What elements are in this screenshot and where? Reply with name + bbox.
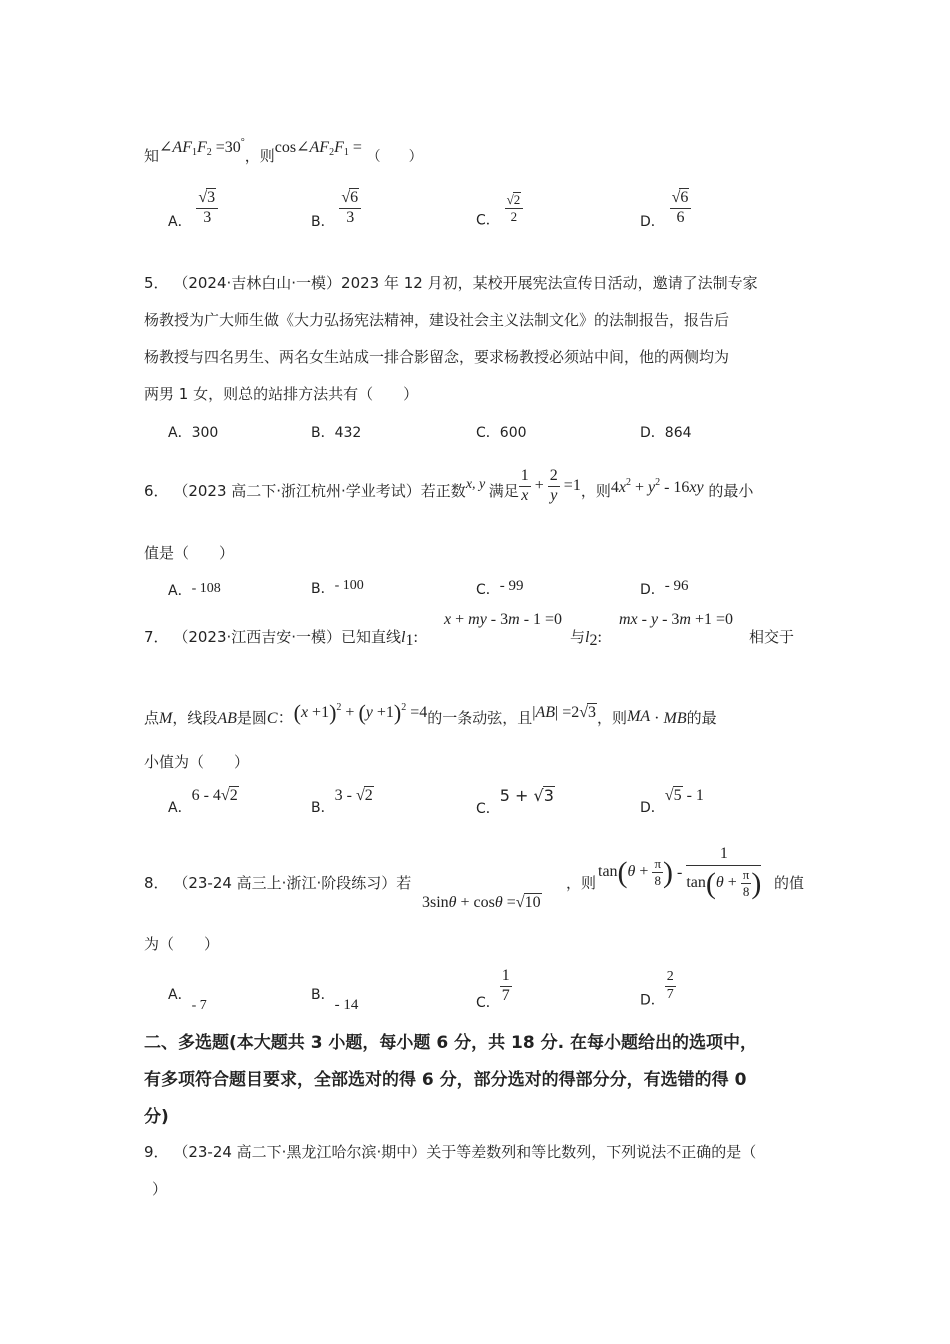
q6-option-c: C．- 99: [476, 578, 524, 598]
q5-stem: 5． （2024·吉林白山·一模）2023 年 12 月初，某校开展宪法宣传日活动，邀请了法制专家 杨教授为广大师生做《大力弘扬宪法精神，建设社会主义法制文化》的法制报告，报告后 杨教授与四名男生、两名女生站成一排合影留念，要求杨教授必须站中间，他的两侧均为 两男 1 女，则总的站排方法共有（ ）: [144, 274, 758, 403]
q6-option-b: B．- 100: [311, 578, 364, 597]
q8-option-b: B．- 14: [311, 987, 359, 1013]
q4-option-a-fraction: $\frac{√3}{3}$: [196, 188, 218, 227]
q8-stem: 8． （23-24 高三上·浙江·阶段练习）若: [144, 874, 412, 892]
q6-expression: $4x^2 + y^2 - 16xy$: [610, 477, 704, 496]
q6-option-d: D．- 96: [640, 578, 689, 598]
q7-option-b: B．3 - √2: [311, 787, 373, 816]
q6-option-a: A．- 108: [168, 581, 221, 599]
q5-number: 5．: [144, 274, 169, 292]
q8-option-c: C． $\frac{1}{7}$: [476, 967, 510, 1011]
q7-circle-equation: $(x +1)^2 + (y +1)^2 =4$: [293, 700, 428, 725]
q7-l1-label: l: [401, 629, 406, 646]
q8-value-text: 的值: [774, 874, 805, 892]
q6-number: 6．: [144, 482, 169, 500]
q4-prefix: 知: [144, 147, 160, 165]
q8-option-d: D． $\frac{2}{7}$: [640, 969, 674, 1009]
q4-option-d-fraction: $\frac{√6}{6}$: [670, 188, 692, 227]
q8-condition: 3sinθ + cosθ =√10: [422, 894, 541, 911]
q7-l2-part: 与l2:: [570, 628, 602, 649]
q5-option-d: D．864: [640, 425, 692, 441]
q8-number: 8．: [144, 874, 169, 892]
q4-option-c: C． $\frac{√2}{2}$: [476, 192, 523, 229]
q6-vars: x, y: [465, 477, 489, 492]
q8-option-c-fraction: $\frac{1}{7}$: [501, 967, 510, 1004]
q7-chord-length: |AB| =2√3: [532, 704, 597, 721]
q4-angle-given: $\angle AF_1F_2 =30^\circ$: [159, 137, 245, 158]
q4-option-a: A． $\frac{√3}{3}$: [168, 188, 218, 231]
q4-option-b: B． $\frac{√6}{3}$: [311, 188, 361, 231]
q7-number: 7．: [144, 628, 169, 646]
q8-option-d-fraction: $\frac{2}{7}$: [666, 969, 674, 1002]
q4-middle: ，则: [244, 147, 275, 165]
q7-option-d: D．√5 - 1: [640, 787, 704, 816]
q7-option-d-value: √5 - 1: [664, 787, 704, 804]
q4-option-d: D． $\frac{√6}{6}$: [640, 188, 691, 231]
q6-condition: $\frac{1}{x}$ + $\frac{2}{y}$ =1: [520, 467, 581, 504]
q5-option-a: A．300: [168, 425, 219, 441]
q7-option-c-value: 5 + √3: [499, 786, 554, 805]
q8-then: ，则: [566, 874, 597, 892]
q8-stem-line2: 为（ ）: [144, 935, 220, 953]
q4-paren: （ ）: [366, 149, 423, 165]
q4-option-c-fraction: $\frac{√2}{2}$: [505, 192, 524, 224]
q6-stem-line2: 值是（ ）: [144, 544, 235, 562]
q7-stem-line3: 小值为（ ）: [144, 753, 250, 771]
q6-stem: 6． （2023 高二下·浙江杭州·学业考试）若正数x, y 满足 $\frac{1}{x}$ + $\frac{2}{y}$ =1，则$4x^2 + y^2 - 16xy$ 的最小: [144, 467, 754, 504]
q7-option-a-value: 6 - 4√2: [191, 787, 238, 804]
q7-option-b-value: 3 - √2: [334, 787, 373, 804]
section-2-heading: 二、多选题(本大题共 3 小题，每小题 6 分，共 18 分. 在每小题给出的选项中， 有多项符合题目要求，全部选对的得 6 分，部分选对的得部分分，有选错的得 0 分): [144, 1033, 757, 1127]
q7-dot-product: MA: [627, 708, 651, 725]
q7-stem-line2: 点M，线段AB是圆C：$(x +1)^2 + (y +1)^2 =4$的一条动弦，且|AB| =2√3，则MA · MB的最: [144, 700, 717, 727]
q7-line-l2: mx - y - 3m +1 =0: [619, 611, 734, 628]
q5-option-b: B．432: [311, 425, 362, 441]
q7-line-l1: x + my - 3m - 1 =0: [444, 611, 563, 628]
q7-option-a: A．6 - 4√2: [168, 787, 238, 816]
q5-option-c: C．600: [476, 425, 527, 441]
q4-stem: [144, 128, 423, 172]
q4-option-b-fraction: $\frac{√6}{3}$: [339, 188, 361, 227]
q7-option-c: C．5 + √3: [476, 786, 554, 817]
q9-stem: 9． （23-24 高二下·黑龙江哈尔滨·期中）关于等差数列和等比数列，下列说法不正确的是（ ）: [144, 1143, 757, 1198]
q8-expression: tan(θ + $\frac{\pi}{8}$ ) - 1 tan(θ + $\frac{\pi}{8}$ ): [598, 845, 762, 900]
q4-cos-expression: $\cos\angle AF_2F_1$ =: [274, 139, 362, 158]
q7-intersect-text: 相交于: [749, 628, 795, 646]
q9-number: 9．: [144, 1143, 169, 1161]
q7-stem: 7． （2023·江西吉安·一模）已知直线l1:: [144, 628, 418, 649]
q8-option-a: A．- 7: [168, 987, 207, 1013]
